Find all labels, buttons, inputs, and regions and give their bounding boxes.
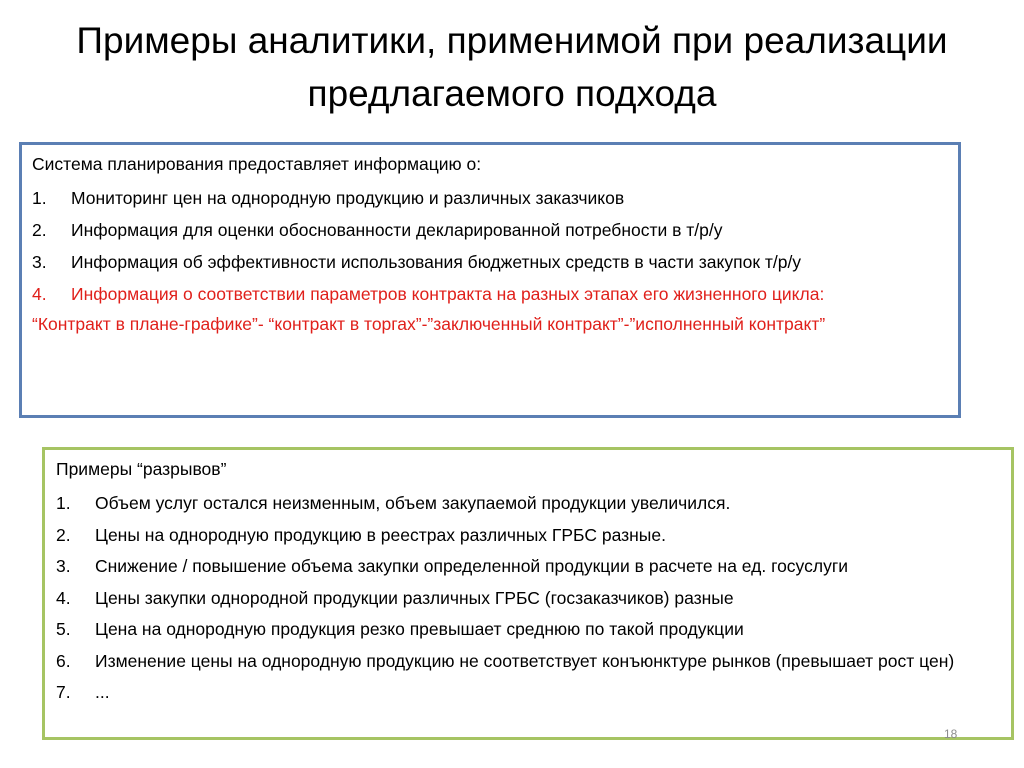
list-item-text: Информация о соответствии параметров контракта на разных этапах его жизненного цикла:	[71, 284, 825, 304]
list-item-number: 2.	[56, 524, 71, 545]
list-item-text: Снижение / повышение объема закупки определенной продукции в расчете на ед. госуслуги	[95, 556, 848, 576]
list-item-number: 3.	[56, 556, 71, 576]
list-item-number: 2.	[32, 220, 47, 240]
list-item	[56, 681, 1001, 704]
list-item	[56, 618, 1001, 641]
page-number: 18	[944, 727, 958, 741]
list-item	[32, 187, 944, 210]
list-item-text: Информация об эффективности использования бюджетных средств в части закупок т/р/у	[71, 252, 802, 272]
list-item-text: Цены на однородную продукцию в реестрах различных ГРБС разные.	[95, 524, 666, 545]
list-item-number: 1.	[56, 493, 71, 513]
list-item	[56, 555, 1001, 578]
list-item-number: 1.	[32, 188, 47, 208]
list-item-number: 5.	[56, 619, 71, 639]
list-item-text: Цена на однородную продукция резко превышает среднюю по такой продукции	[95, 619, 744, 639]
list-item-text: ...	[95, 682, 110, 702]
planning-info-box	[19, 142, 961, 418]
list-item	[56, 524, 1001, 547]
list-item-text: Цены закупки однородной продукции различных ГРБС (госзаказчиков) разные	[95, 587, 734, 608]
slide-title-line-1: Примеры аналитики, применимой при реализации	[76, 20, 948, 61]
list-item	[56, 650, 1001, 673]
list-item	[32, 251, 944, 274]
list-item-text: Мониторинг цен на однородную продукцию и различных заказчиков	[71, 188, 625, 208]
list-item-number: 6.	[56, 650, 71, 671]
list-item	[56, 492, 1001, 515]
list-item-text: Информация для оценки обоснованности декларированной потребности в т/р/у	[71, 220, 723, 240]
contract-lifecycle-text: “Контракт в плане-графике”- “контракт в торгах”-”заключенный контракт”-”исполненный контракт”	[32, 314, 826, 334]
list-item-text: Изменение цены на однородную продукцию не соответствует конъюнктуре рынков (превышает рост цен)	[95, 650, 955, 671]
planning-info-list	[32, 187, 944, 306]
list-item-number: 7.	[56, 682, 71, 702]
planning-info-intro: Система планирования предоставляет информацию о:	[32, 154, 482, 174]
gaps-examples-list	[56, 492, 1001, 704]
list-item-number: 4.	[56, 587, 71, 608]
gaps-examples-box	[42, 447, 1014, 740]
list-item-highlighted	[32, 283, 944, 306]
list-item	[56, 587, 1001, 610]
gaps-examples-intro: Примеры “разрывов”	[56, 459, 227, 479]
list-item-number: 3.	[32, 252, 47, 272]
list-item	[32, 219, 944, 242]
slide-title-line-2: предлагаемого подхода	[307, 73, 717, 114]
slide-title	[0, 14, 1024, 120]
list-item-number: 4.	[32, 284, 47, 304]
list-item-text: Объем услуг остался неизменным, объем закупаемой продукции увеличился.	[95, 493, 731, 513]
